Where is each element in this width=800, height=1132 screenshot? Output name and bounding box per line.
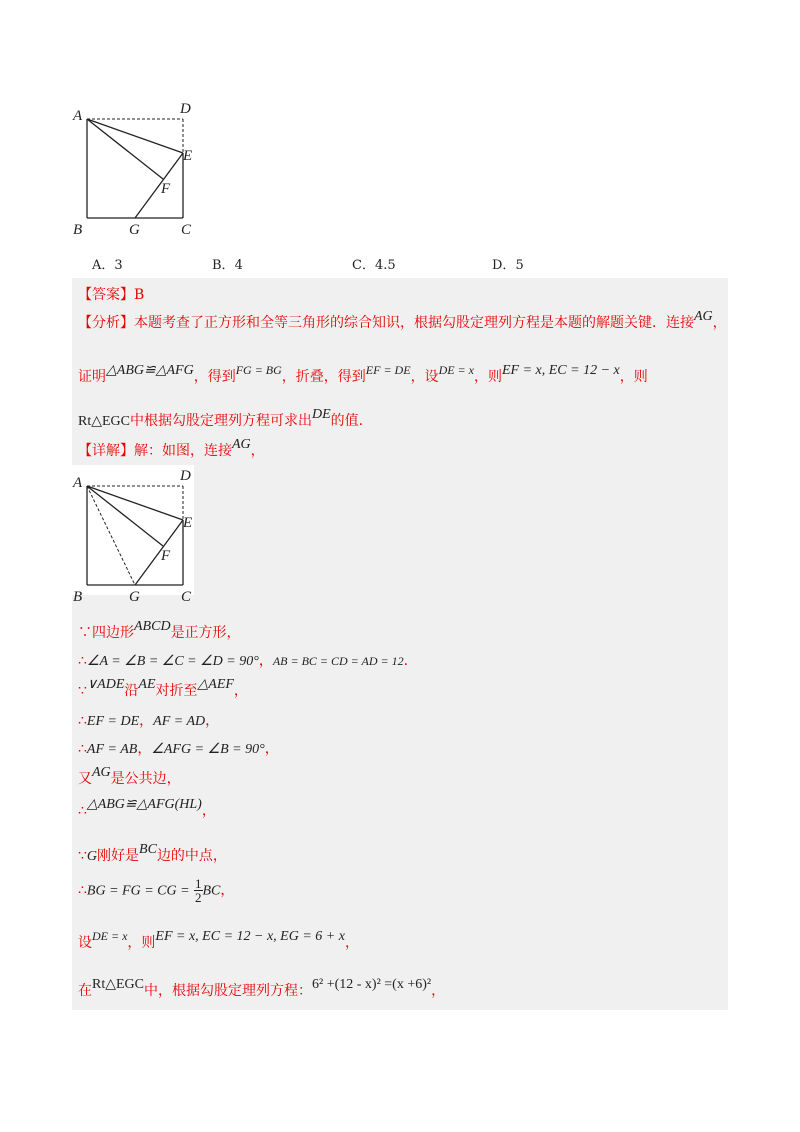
choice-d[interactable]: D．5 [492, 258, 524, 273]
segment-ae [87, 119, 183, 153]
label-d: D [180, 101, 191, 117]
choice-a[interactable]: A．3 [92, 258, 123, 273]
square-diagram-1 [70, 98, 200, 238]
label-d: D [180, 468, 191, 484]
label-b: B [73, 222, 83, 238]
step-3: ∵∨ADE沿AE对折至△AEF， [78, 677, 248, 699]
segment-af [87, 119, 163, 179]
figure-top [70, 98, 200, 238]
detail-line: 【详解】解：如图，连接AG， [78, 437, 265, 459]
step-8: ∵G刚好是BC边的中点， [78, 842, 227, 864]
label-c: C [181, 589, 192, 605]
label-f: F [161, 181, 171, 197]
choice-b[interactable]: B．4 [212, 258, 243, 273]
label-e: E [183, 515, 193, 531]
analysis-line-3: Rt△EGC中根据勾股定理列方程可求出DE的值. [78, 407, 364, 429]
step-2: ∴∠A = ∠B = ∠C = ∠D = 90°，AB = BC = CD = AD = 12. [78, 653, 409, 669]
label-f: F [161, 548, 171, 564]
step-6: 又AG是公共边， [78, 765, 181, 787]
label-e: E [183, 148, 193, 164]
analysis-line-1: 【分析】本题考查了正方形和全等三角形的综合知识，根据勾股定理列方程是本题的解题关键．连接AG， [78, 309, 727, 331]
step-5: ∴AF = AB，∠AFG = ∠B = 90°， [78, 741, 279, 757]
answer-value: B [134, 287, 145, 303]
answer-line: 【答案】B [78, 287, 145, 303]
step-1: ∵四边形ABCD是正方形， [78, 619, 241, 641]
square-diagram-2 [70, 465, 200, 605]
label-a: A [73, 475, 83, 491]
label-g: G [129, 222, 140, 238]
choice-c[interactable]: C．4.5 [352, 258, 396, 273]
step-10: 设DE = x，则EF = x, EC = 12 − x, EG = 6 + x， [78, 929, 359, 951]
label-a: A [73, 108, 83, 124]
step-4: ∴EF = DE，AF = AD， [78, 713, 220, 729]
step-11: 在Rt△EGC中，根据勾股定理列方程：6² +(12 - x)² =(x +6)²， [78, 977, 446, 999]
fraction-one-half: $\frac{1}{2}$ [195, 876, 202, 905]
figure-solution [70, 465, 200, 605]
analysis-line-2: 证明△ABG≌△AFG，得到FG = BG，折叠，得到EF = DE，设DE = x，则EF = x, EC = 12 − x，则 [78, 363, 648, 385]
step-9: ∴BG = FG = CG = $\frac{1}{2}$ BC， [78, 876, 235, 905]
step-7: ∴△ABG≌△AFG(HL)， [78, 797, 216, 819]
label-c: C [181, 222, 192, 238]
label-g: G [129, 589, 140, 605]
label-b: B [73, 589, 83, 605]
